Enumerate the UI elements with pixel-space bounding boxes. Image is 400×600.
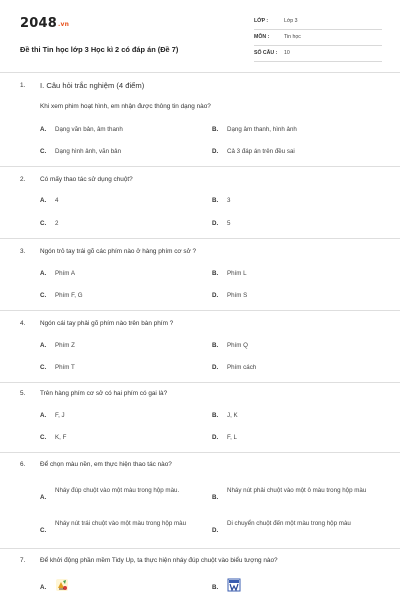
site-logo[interactable] [20,16,69,31]
meta-row-class [254,14,382,30]
option-letter: C. [40,292,47,299]
option-text: Phím S [227,292,248,299]
option-letter: A. [40,126,47,133]
divider [0,166,400,167]
meta-label: LỚP : [254,18,269,24]
option-letter: A. [40,342,47,349]
option-text: Dạng hình ảnh, văn bản [55,148,122,155]
option-letter: D. [212,434,219,441]
option-text: Nháy nút phải chuột vào một ô màu trong hộp màu [227,487,367,494]
divider [0,382,400,383]
option-letter: C. [40,364,47,371]
divider [0,548,400,549]
question-number: 2. [20,176,26,183]
option-text: Phím A [55,270,75,277]
option-text: 3 [227,197,231,204]
option-letter: D. [212,292,219,299]
option-letter: B. [212,270,219,277]
divider [0,310,400,311]
option-text: F, L [227,434,237,441]
option-letter: A. [40,584,47,591]
option-letter: B. [212,494,219,501]
meta-row-subject [254,30,382,46]
option-text: Phím Q [227,342,248,349]
meta-label: MÔN : [254,34,270,40]
meta-value: Tin học [284,34,301,40]
paint-bucket-icon [55,578,69,592]
logo-suffix-text: .vn [57,21,70,28]
option-letter: A. [40,494,47,501]
option-letter: A. [40,270,47,277]
option-text: F, J [55,412,65,419]
question-text: Khi xem phim hoạt hình, em nhận được thông tin dạng nào? [40,103,211,110]
question-text: Trên hàng phím cơ sở có hai phím có gai là? [40,390,168,397]
option-text: Phím Z [55,342,75,349]
option-letter: B. [212,412,219,419]
option-text: K, F [55,434,67,441]
option-letter: D. [212,220,219,227]
option-letter: C. [40,434,47,441]
option-letter: D. [212,148,219,155]
option-text: Cả 3 đáp án trên đều sai [227,148,295,155]
question-text: Ngón trỏ tay trái gõ các phím nào ở hàng phím cơ sở ? [40,248,197,255]
option-text: Nháy nút trái chuột vào một màu trong hộp màu [55,520,187,527]
question-text: Có mấy thao tác sử dụng chuột? [40,176,133,183]
option-text: J, K [227,412,238,419]
question-number: 3. [20,248,26,255]
option-text: 2 [55,220,59,227]
option-letter: C. [40,148,47,155]
option-text: Phím F, G [55,292,83,299]
document-header [20,14,382,62]
option-letter: B. [212,342,219,349]
option-text: Di chuyển chuột đến một màu trong hộp màu [227,520,351,527]
divider [0,72,400,73]
section-title: I. Câu hỏi trắc nghiệm (4 điểm) [40,81,145,90]
option-letter: B. [212,197,219,204]
option-letter: C. [40,527,47,534]
option-text: Phím T [55,364,75,371]
option-text: Dạng văn bản, âm thanh [55,126,123,133]
meta-value: 10 [284,50,290,56]
question-number: 6. [20,461,26,468]
option-letter: A. [40,197,47,204]
document-meta [254,14,382,62]
option-letter: B. [212,584,219,591]
logo-main-text: 2048 [20,16,57,31]
option-text: 4 [55,197,59,204]
question-text: Để chọn màu nền, em thực hiện thao tác nào? [40,461,172,468]
option-text: Nháy đúp chuột vào một màu trong hộp màu. [55,487,180,494]
option-letter: D. [212,527,219,534]
option-text: Phím L [227,270,247,277]
meta-label: SỐ CÂU : [254,50,278,56]
divider [0,452,400,453]
option-text: Phím cách [227,364,257,371]
question-number: 7. [20,557,26,564]
question-text: Ngón cái tay phải gõ phím nào trên bàn phím ? [40,320,174,327]
meta-value: Lớp 3 [284,18,298,24]
option-letter: C. [40,220,47,227]
option-letter: A. [40,412,47,419]
question-number: 5. [20,390,26,397]
option-text: 5 [227,220,231,227]
document-title: Đề thi Tin học lớp 3 Học kì 2 có đáp án (Đề 7) [20,45,179,54]
question-number: 4. [20,320,26,327]
question-text: Để khởi động phần mềm Tidy Up, ta thực hiện nháy đúp chuột vào biểu tượng nào? [40,557,278,564]
option-letter: B. [212,126,219,133]
option-letter: D. [212,364,219,371]
option-text: Dạng âm thanh, hình ảnh [227,126,297,133]
divider [0,238,400,239]
word-document-icon [227,578,241,592]
meta-row-count [254,46,382,62]
section-number: 1. [20,82,26,89]
